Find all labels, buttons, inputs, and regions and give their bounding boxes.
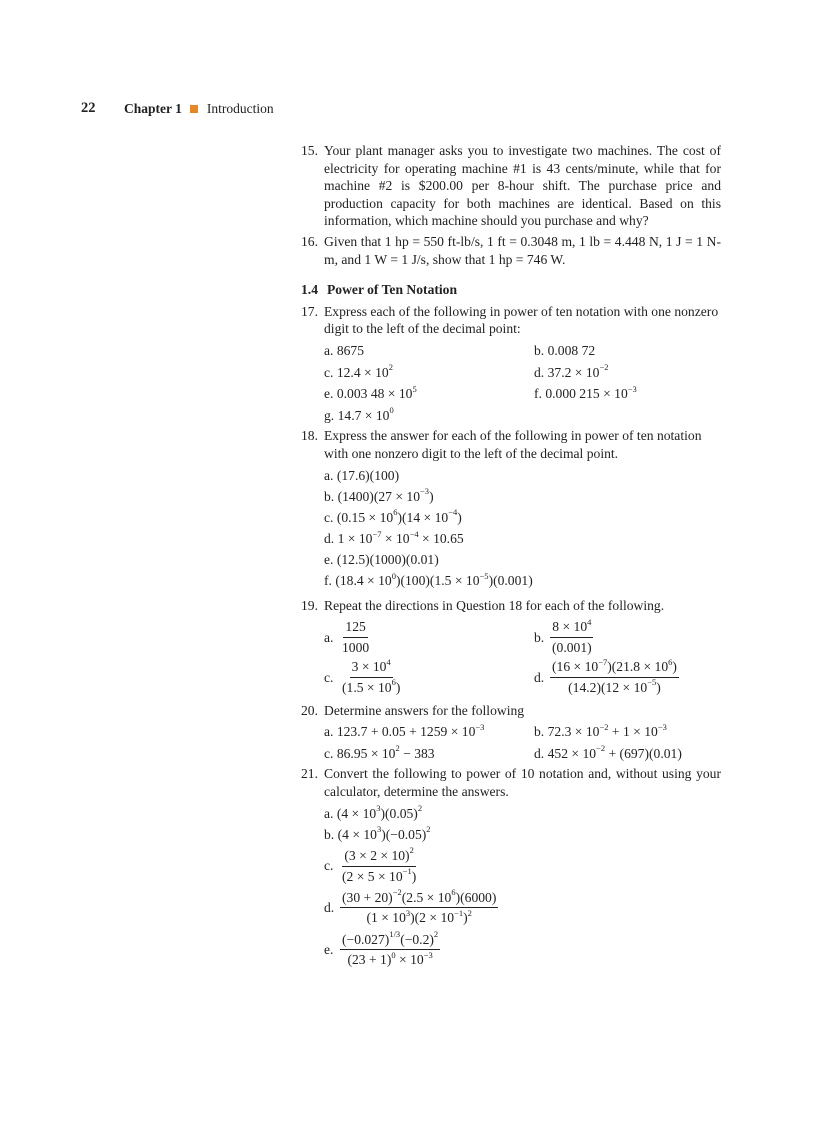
item-e: e. $\frac{(-0.027)^{1/3}(-0.2)^2}{(23 + 1)^0 \times 10^{-3}}$ bbox=[324, 928, 439, 968]
square-bullet-icon bbox=[190, 105, 198, 113]
item-list bbox=[324, 805, 721, 969]
chapter-label: Chapter 1 bbox=[124, 100, 182, 116]
item-b: b. $(4 \times 10^3)(-0.05)^2$ bbox=[324, 824, 431, 842]
question-text: Convert the following to power of 10 notation and, without using your calculator, determine the answers. bbox=[324, 766, 721, 799]
item-list bbox=[324, 467, 721, 591]
question-16 bbox=[301, 233, 721, 268]
question-text: Repeat the directions in Question 18 for each of the following. bbox=[324, 597, 665, 613]
item-f: f. 0.000 $215 \times 10^{-3}$ bbox=[534, 383, 637, 402]
question-text: Your plant manager asks you to investigate two machines. The cost of electricity for operating machine #1 is 43 cents/minute, while that for machine #2 is $200.00 per 8-hour shift. The purchase price and production capacity for both machines are identical. Based on this information, which machine should you purchase and why? bbox=[324, 143, 721, 229]
item-d: d. $37.2 \times 10^{-2}$ bbox=[534, 362, 609, 380]
question-number: 16. bbox=[301, 233, 318, 249]
question-number: 15. bbox=[301, 143, 318, 158]
question-number: 20. bbox=[301, 702, 318, 718]
item-a: a. 8675 bbox=[324, 342, 365, 358]
item-d: d. $\frac{(30 + 20)^{-2}(2.5 \times 10^6)(6000)}{(1 \times 10^3)(2 \times 10^{-1})^2}$ bbox=[324, 887, 497, 926]
section-title: Power of Ten Notation bbox=[327, 282, 458, 298]
item-e: e. (12.5)(1000)(0.01) bbox=[324, 552, 439, 568]
question-18 bbox=[301, 427, 721, 593]
item-c: c. $12.4 \times 10^2$ bbox=[324, 362, 393, 380]
question-text: Given that 1 hp = 550 ft-lb/s, 1 ft = 0.3048 m, 1 lb = 4.448 N, 1 J = 1 N-m, and 1 W = 1 J/s, show that 1 hp = 746 W. bbox=[324, 233, 721, 267]
item-a: a. $\frac{125}{1000}$ bbox=[324, 619, 370, 655]
item-grid bbox=[324, 723, 734, 762]
question-text: Determine answers for the following bbox=[324, 702, 525, 718]
item-e: e. 0.003 $48 \times 10^5$ bbox=[324, 383, 417, 402]
item-b: b. $72.3 \times 10^{-2} + 1 \times 10^{-3}$ bbox=[534, 721, 667, 740]
item-g: g. $14.7 \times 10^0$ bbox=[324, 405, 394, 423]
item-c: c. $(0.15 \times 10^6)(14 \times 10^{-4})$ bbox=[324, 507, 462, 525]
item-b: b. 0.008 72 bbox=[534, 342, 596, 358]
section-heading bbox=[301, 281, 721, 299]
chapter-title: Introduction bbox=[206, 100, 274, 116]
question-text: Express each of the following in power of ten notation with one nonzero digit to the left of the decimal point: bbox=[324, 303, 719, 337]
page-number: 22 bbox=[81, 100, 96, 116]
item-b: b. $\frac{8 \times 10^4}{(0.001)}$ bbox=[534, 616, 592, 655]
question-17 bbox=[301, 303, 721, 425]
item-a: a. (17.6)(100) bbox=[324, 467, 400, 483]
question-number: 19. bbox=[301, 597, 318, 613]
question-text: Express the answer for each of the following in power of ten notation with one nonzero digit to the left of the decimal point. bbox=[324, 428, 702, 461]
page-header bbox=[81, 100, 274, 117]
item-a: a. $(4 \times 10^3)(0.05)^2$ bbox=[324, 803, 423, 821]
question-19 bbox=[301, 597, 721, 699]
item-f: f. $(18.4 \times 10^0)(100)(1.5 \times 10^{-5})(0.001)$ bbox=[324, 570, 533, 589]
item-a: a. $123.7 + 0.05 + 1259 \times 10^{-3}$ bbox=[324, 721, 485, 740]
item-b: b. $(1400)(27 \times 10^{-3})$ bbox=[324, 486, 434, 504]
item-c: c. $\frac{(3 \times 2 \times 10)^2}{(2 \times 5 \times 10^{-1})}$ bbox=[324, 845, 417, 884]
question-number: 17. bbox=[301, 303, 318, 319]
item-grid bbox=[324, 342, 734, 424]
item-c: c. $86.95 \times 10^2 - 383$ bbox=[324, 743, 435, 761]
item-c: c. $\frac{3 \times 10^4}{(1.5 \times 10^6)}$ bbox=[324, 656, 401, 695]
problem-list bbox=[301, 142, 721, 975]
question-number: 18. bbox=[301, 428, 318, 444]
question-15 bbox=[301, 142, 721, 230]
item-d: d. $\frac{(16 \times 10^{-7})(21.8 \times 10^6)}{(14.2)(12 \times 10^{-5})}$ bbox=[534, 656, 677, 695]
item-d: d. $452 \times 10^{-2} + (697)(0.01)$ bbox=[534, 743, 682, 761]
question-number: 21. bbox=[301, 766, 318, 782]
question-21 bbox=[301, 765, 721, 972]
question-20 bbox=[301, 702, 721, 763]
section-number: 1.4 bbox=[301, 282, 318, 298]
item-d: d. $1 \times 10^{-7} \times 10^{-4} \times 10.65$ bbox=[324, 528, 464, 547]
